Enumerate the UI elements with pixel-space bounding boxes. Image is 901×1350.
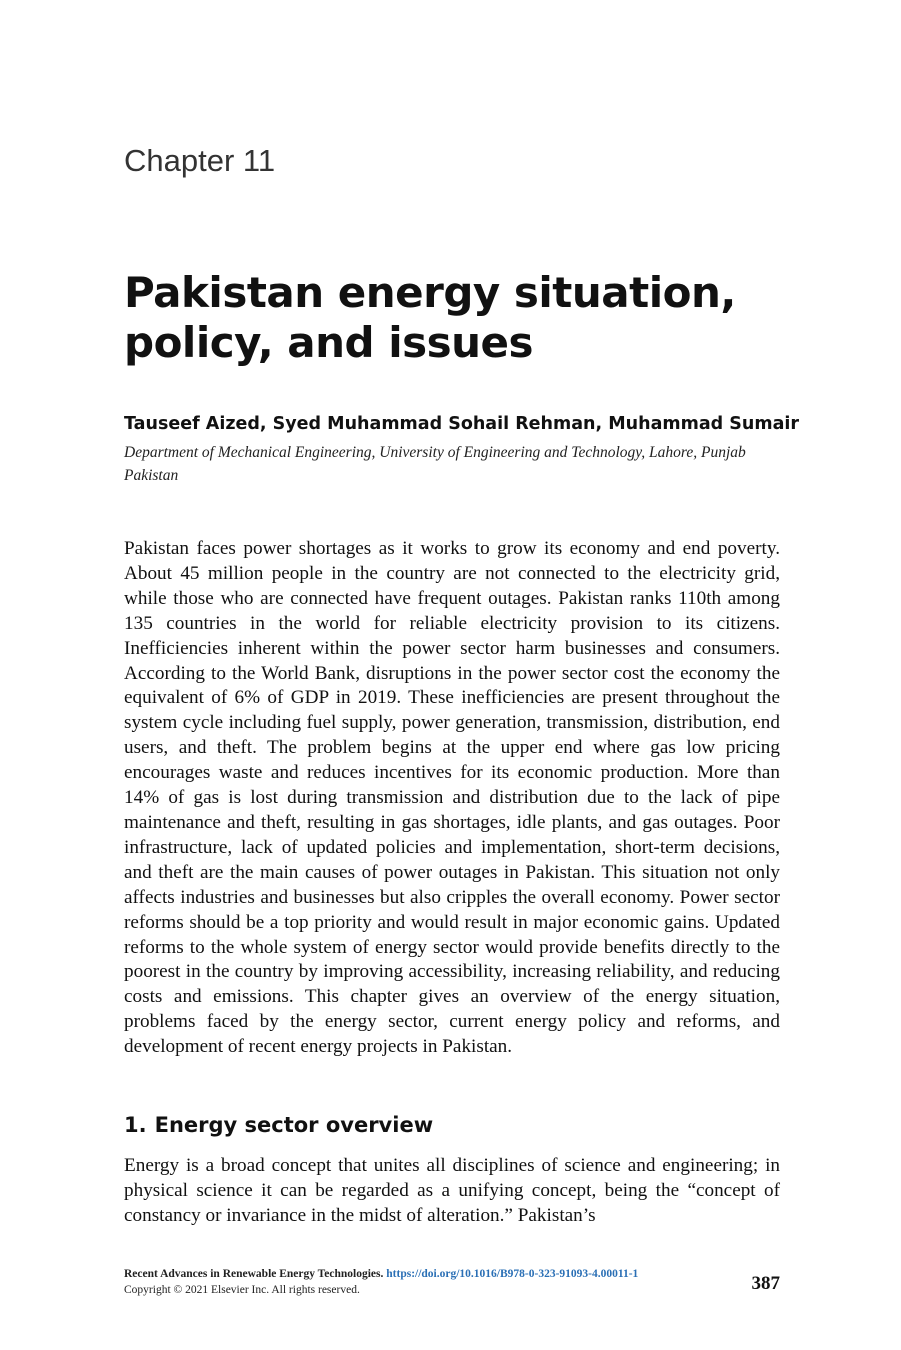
- footer-copyright: Copyright © 2021 Elsevier Inc. All rights reserved.: [124, 1284, 360, 1296]
- footer-book-title: Recent Advances in Renewable Energy Technologies.: [124, 1268, 384, 1280]
- chapter-title-line-1: Pakistan energy situation,: [124, 268, 736, 317]
- chapter-abstract: Pakistan faces power shortages as it works to grow its economy and end poverty. About 45 million people in the country are not connected to the electricity grid, while those who are connected have frequent outages. Pakistan ranks 110th among 135 countries in the world for reliable electricity provision to its citizens. Inefficiencies inherent within the power sector harm businesses and consumers. According to the World Bank, disruptions in the power sector cost the economy the equivalent of 6% of GDP in 2019. These inefficiencies are present throughout the system cycle including fuel supply, power generation, transmission, distribution, end users, and theft. The problem begins at the upper end where gas low pricing encourages waste and reduces incentives for its economic production. More than 14% of gas is lost during transmission and distribution due to the lack of pipe maintenance and theft, resulting in gas shortages, idle plants, and gas outages. Poor infrastructure, lack of updated policies and implementation, short-term decisions, and theft are the main causes of power outages in Pakistan. This situation not only affects industries and businesses but also cripples the overall economy. Power sector reforms should be a top priority and would result in major economic gains. Updated reforms to the whole system of energy sector would provide benefits directly to the poorest in the country by improving accessibility, increasing reliability, and reducing costs and emissions. This chapter gives an overview of the energy situation, problems faced by the energy sector, current energy policy and reforms, and development of recent energy projects in Pakistan.: [124, 538, 780, 1058]
- footer-doi-link[interactable]: https://doi.org/10.1016/B978-0-323-91093-4.00011-1: [386, 1268, 639, 1280]
- author-affiliation: Department of Mechanical Engineering, University of Engineering and Technology, Lahore, Punjab Pakistan: [124, 444, 746, 484]
- section-heading: [124, 1113, 780, 1137]
- page-number: 387: [751, 1273, 780, 1294]
- author-list: Tauseef Aized, Syed Muhammad Sohail Rehman, Muhammad Sumair: [124, 414, 800, 434]
- page-footer: [124, 1266, 780, 1298]
- chapter-title: [124, 268, 804, 368]
- chapter-title-line-2: policy, and issues: [124, 318, 534, 367]
- section-number: 1.: [124, 1113, 147, 1137]
- section-body-text: Energy is a broad concept that unites all disciplines of science and engineering; in physical science it can be regarded as a unifying concept, being the “concept of constancy or invariance in the midst of alteration.” Pakistan’s: [124, 1155, 780, 1226]
- section-title: Energy sector overview: [154, 1113, 434, 1137]
- chapter-label: Chapter 11: [124, 143, 276, 178]
